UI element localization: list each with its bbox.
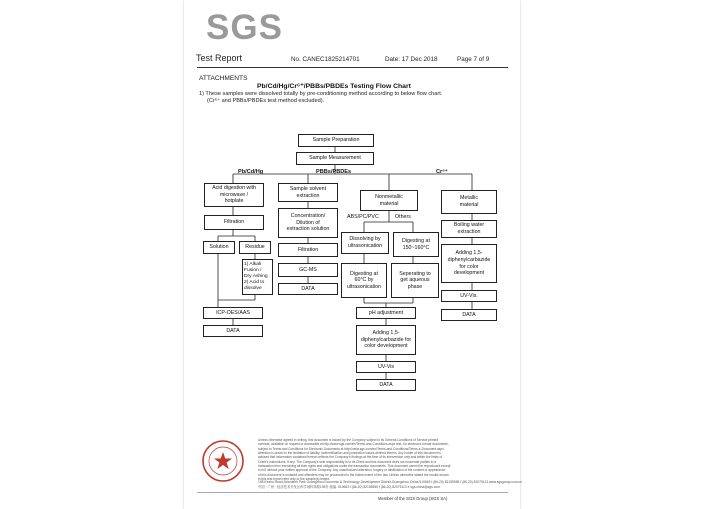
terms-fine-print: Unless otherwise agreed in writing, this document is issued by the Company subject to its General Conditions of Service printed overleaf, available on request or accessible at http://www.sgs.com/en/Terms-and-Conditions.aspx and, for electronic format documents, subject to Terms and Conditions for Electronic Documents at http://www.sgs.com/en/Terms-and-Conditions/Terms-e-Document.aspx. Attention is drawn to the limitation of liability, indemnification and jurisdiction issues defined therein. Any holder of this document is advised that information contained hereon reflects the Company's findings at the time of its intervention only and within the limits of Client's instructions, if any. The Company's sole responsibility is to its Client and this document does not exonerate parties to a transaction from exercising all their rights and obligations under the transaction documents. This document cannot be reproduced except in full, without prior written approval of the Company. Any unauthorized alteration, forgery or falsification of the content or appearance of this document is unlawful and offenders may be prosecuted to the fullest extent of the law. Unless otherwise stated the results shown in this test report refer only to the sample(s) tested. (258, 438, 451, 481)
metallic-box: Metallic material (441, 190, 497, 214)
sample-preparation-box: Sample Preparation (298, 134, 374, 147)
flow-chart-title: Pb/Cd/Hg/Cr⁶⁺/PBBs/PBDEs Testing Flow Chart (257, 83, 411, 90)
report-title: Test Report (196, 53, 243, 63)
concentration-box: Concentration/ Dilution of extraction solution (278, 208, 338, 238)
data-mid-box: DATA (278, 283, 338, 295)
data-right-box: DATA (441, 309, 497, 321)
branch-label-pbbs: PBBs/PBDEs (316, 169, 352, 175)
uvvis-right-box: UV-Vis. (441, 290, 497, 302)
gcms-box: GC-MS (278, 263, 338, 277)
residue-box: Residue (239, 241, 271, 254)
adding-diphenylcarbazide-mid-box: Adding 1,5- diphenylcarbazide for color development (356, 325, 416, 355)
acid-digestion-box: Acid digestion with microwave / hotplate (204, 183, 264, 207)
solution-box: Solution (203, 241, 235, 254)
adding-diphenylcarbazide-right-box: Adding 1,5- diphenylcarbazide for color development (441, 244, 497, 283)
data-cr-box: DATA (356, 379, 416, 391)
company-seal-icon (201, 439, 245, 483)
ph-adjustment-box: pH adjustment (356, 307, 416, 319)
solvent-extraction-box: Sample solvent extraction (278, 183, 338, 202)
alkali-fusion-box: 1) Alkali Fusion / Dry Ashing 2) Acid to dissolve (242, 259, 273, 295)
note-line-2: (Cr⁶⁺ and PBBs/PBDEs test method excluded). (207, 98, 325, 104)
note-line-1: 1) These samples were dissolved totally by pre-conditioning method according to below flow chart. (199, 91, 443, 97)
icp-box: ICP-OES/AAS (203, 307, 263, 319)
page-number: Page 7 of 9 (457, 56, 490, 63)
data-left-box: DATA (203, 325, 263, 337)
digesting-150-box: Digesting at 150~160°C (393, 232, 439, 257)
branch-label-metals: Pb/Cd/Hg (238, 169, 264, 175)
header-divider (197, 67, 508, 68)
section-heading: ATTACHMENTS (199, 75, 248, 82)
dissolving-box: Dissolving by ultrasonication (341, 232, 389, 254)
member-statement: Member of the SGS Group (SGS SA) (378, 496, 448, 501)
separating-box: Seperating to get aqueous phase (391, 263, 439, 298)
boiling-water-box: Boiling water extraction (441, 220, 497, 238)
filtration-mid-box: Filtration (278, 243, 338, 257)
filtration-left-box: Filtration (204, 215, 264, 230)
report-date: Date: 17 Dec 2018 (385, 56, 438, 63)
digesting-60-box: Digesting at 60°C by ultrasonication (341, 263, 387, 298)
address-chinese: 中国 · 广州 · 经济技术开发区科学城科珠路198号 邮编: 510663 t (86-20) 82155555 f (86-20) 82075113 e sgs.china@sgs.com (258, 485, 440, 489)
abs-pc-pvc-label: ABS/PC/PVC (347, 214, 379, 220)
footer-divider (197, 492, 508, 493)
nonmetallic-box: Nonmetallic material (360, 190, 418, 211)
address-english: 198 Kezhu Road,Scientech Park Guangzhou Economic & Technology Development District,Guangzhou,China 510663 t (86-20) 82155555 f (86-20) 82075113 www.sgsgroup.com.cn (258, 480, 522, 484)
branch-label-cr6: Cr⁶⁺ (436, 169, 448, 175)
others-label: Others (395, 214, 411, 220)
report-number: No. CANEC1825214701 (291, 56, 360, 63)
sample-measurement-box: Sample Measurement (296, 152, 374, 165)
sgs-logo: SGS (206, 8, 283, 47)
uvvis-mid-box: UV-Vis (356, 361, 416, 373)
